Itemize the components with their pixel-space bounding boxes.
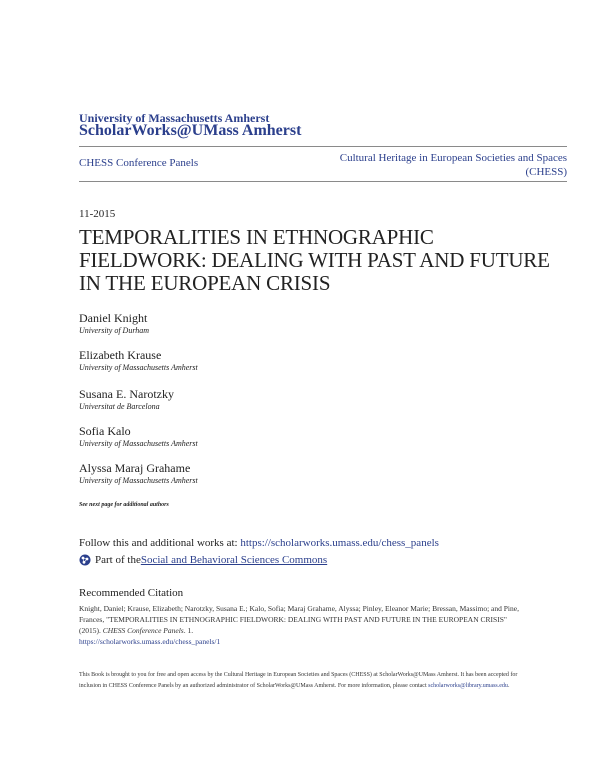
footer-notice <box>79 670 529 692</box>
author-affiliation: University of Massachusetts Amherst <box>79 476 198 485</box>
bottom-divider <box>79 181 567 182</box>
citation-text <box>79 603 524 647</box>
collection-url-link[interactable]: https://scholarworks.umass.edu/chess_panels <box>240 537 439 549</box>
citation-url-link[interactable]: https://scholarworks.umass.edu/chess_panels/1 <box>79 637 221 646</box>
recommended-citation-heading: Recommended Citation <box>79 587 184 599</box>
university-name: University of Massachusetts Amherst <box>79 111 270 125</box>
follow-text: Follow this and additional works at: <box>79 537 241 549</box>
author-name: Sofia Kalo <box>79 424 131 438</box>
document-title: TEMPORALITIES IN ETHNOGRAPHIC FIELDWORK: DEALING WITH PAST AND FUTURE IN THE EUROPEAN CRISIS <box>79 225 550 295</box>
part-of-text: Part of the <box>95 554 141 566</box>
footer-text: This Book is brought to you for free and open access by the Cultural Heritage in European Societies and Spaces (CHESS) at ScholarWorks@UMass Amherst. It has been accepted for inclusion in CHESS Conference Panels by an authorized administrator of ScholarWorks@UMass Amherst. For more information, please contact <box>79 672 518 689</box>
author-affiliation: University of Massachusetts Amherst <box>79 439 198 448</box>
author-name: Susana E. Narotzky <box>79 387 174 401</box>
commons-link[interactable]: Social and Behavioral Sciences Commons <box>140 554 328 566</box>
citation-main: Knight, Daniel; Krause, Elizabeth; Narotzky, Susana E.; Kalo, Sofia; Maraj Grahame, Alyssa; Pinley, Eleanor Marie; Bressan, Massimo; and Pine, Frances, "TEMPORALITIES IN ETHNOGRAPHIC FIELDWORK: DEALING WITH PAST AND FUTURE IN THE EUROPEAN CRISIS" (2015). <box>79 604 519 635</box>
author-affiliation: Universitat de Barcelona <box>79 402 160 411</box>
author-name: Elizabeth Krause <box>79 348 162 362</box>
citation-series: CHESS Conference Panels <box>102 626 184 635</box>
commons-network-icon <box>79 554 91 566</box>
author-name: Daniel Knight <box>79 311 148 325</box>
author-affiliation: University of Durham <box>79 326 150 335</box>
collection-link-right[interactable]: Cultural Heritage in European Societies and Spaces (CHESS) <box>339 152 567 178</box>
publication-date: 11-2015 <box>79 208 116 220</box>
collection-link-left[interactable]: CHESS Conference Panels <box>79 157 199 169</box>
contact-email-link[interactable]: scholarworks@library.umass.edu <box>428 683 508 689</box>
top-divider <box>79 146 567 147</box>
citation-end: . 1. <box>183 626 194 635</box>
author-name: Alyssa Maraj Grahame <box>79 461 191 475</box>
author-affiliation: University of Massachusetts Amherst <box>79 363 198 372</box>
see-next-page-note: See next page for additional authors <box>79 502 169 508</box>
footer-end: . <box>507 683 510 689</box>
repository-name[interactable]: ScholarWorks@UMass Amherst <box>79 122 302 139</box>
part-of-line <box>79 554 327 566</box>
follow-line <box>79 537 439 549</box>
